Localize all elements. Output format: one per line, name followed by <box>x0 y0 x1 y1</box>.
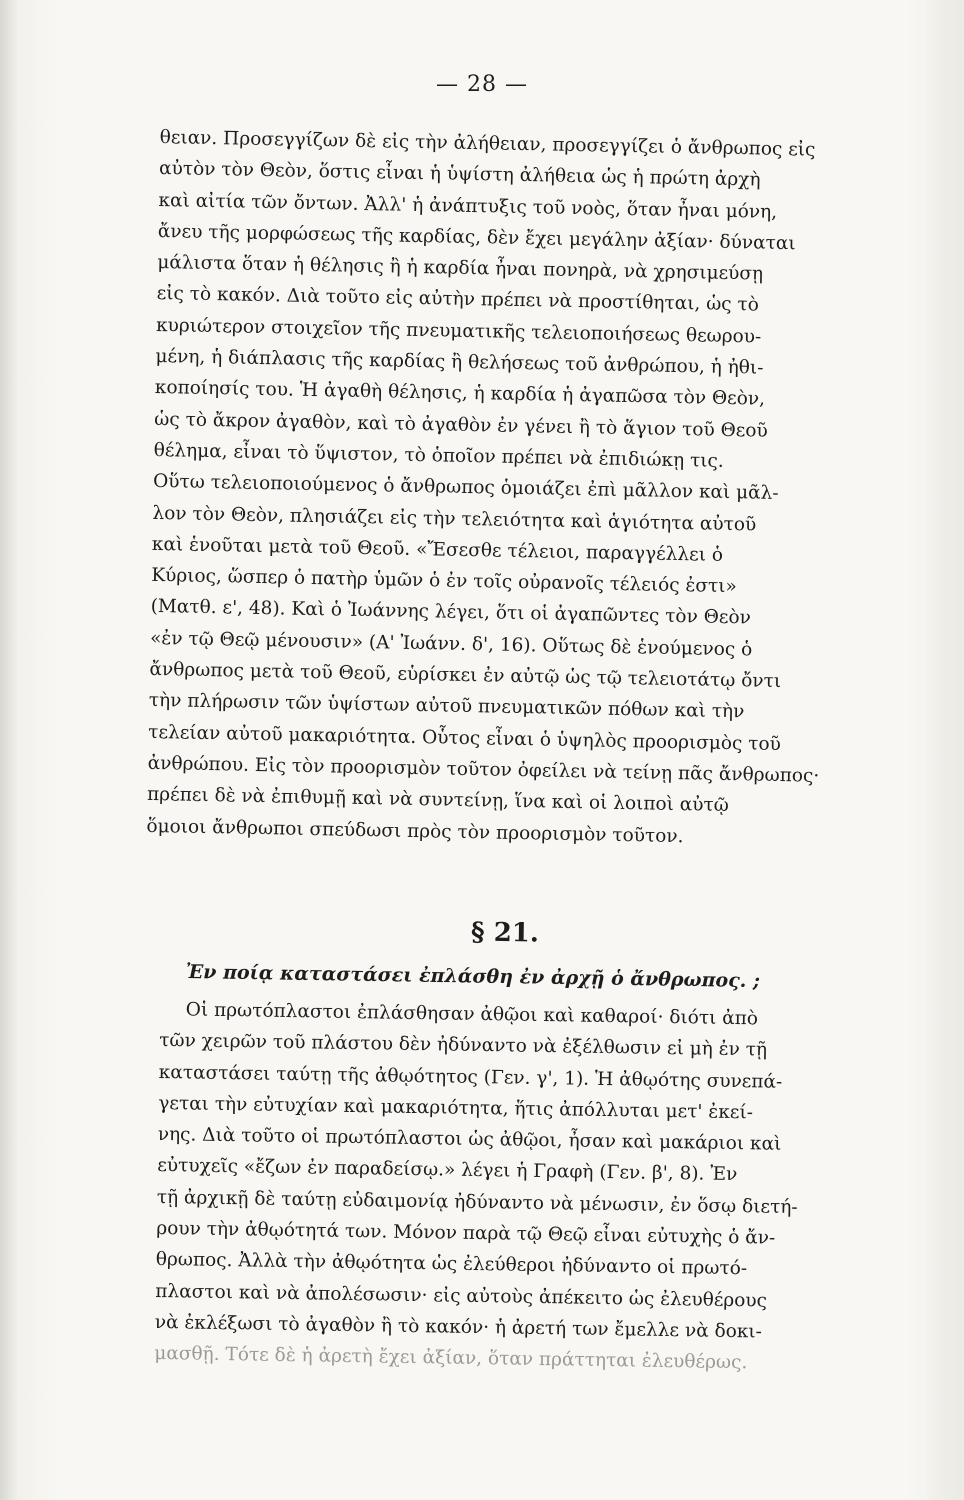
text-line: πλαστοι καὶ νὰ ἀπολέσωσιν· εἰς αὐτοὺς ἀπέκειτο ὡς ἐλευθέρους <box>155 1280 768 1312</box>
text-line: καὶ ἑνοῦται μετὰ τοῦ Θεοῦ. «Ἔσεσθε τέλειοι, παραγγέλλει ὁ <box>151 533 724 566</box>
text-line: ὡς τὸ ἄκρον ἀγαθὸν, καὶ τὸ ἀγαθὸν ἐν γένει ἢ τὸ ἅγιον τοῦ Θεοῦ <box>154 408 768 442</box>
text-line: πρέπει δὲ νὰ ἐπιθυμῇ καὶ νὰ συντείνῃ, ἵνα καὶ οἱ λοιποὶ αὐτῷ <box>146 784 729 817</box>
text-line: μασθῇ. Τότε δὲ ἡ ἀρετὴ ἔχει ἀξίαν, ὅταν πράττηται ἐλευθέρως. <box>154 1343 748 1374</box>
text-line: μένη, ἡ διάπλασις τῆς καρδίας ἢ θελήσεως τοῦ ἀνθρώπου, ἡ ἠθι- <box>155 346 764 379</box>
text-line: εὐτυχεῖς «ἔζων ἐν παραδείσῳ.» λέγει ἡ Γραφὴ (Γεν. β', 8). Ἐν <box>157 1155 738 1186</box>
text-line: τῶν χειρῶν τοῦ πλάστου δὲν ἠδύναντο νὰ ἐξέλθωσιν εἰ μὴ ἐν τῇ <box>159 1030 768 1061</box>
section-heading: Ἐν ποίᾳ καταστάσει ἐπλάσθη ἐν ἀρχῇ ὁ ἄνθρωπος. ; <box>185 961 761 993</box>
text-line: (Ματθ. ε', 48). Καὶ ὁ Ἰωάννης λέγει, ὅτι οἱ ἀγαπῶντες τὸν Θεὸν <box>150 596 751 629</box>
text-line: τῇ ἀρχικῇ δὲ ταύτῃ εὐδαιμονίᾳ ἠδύναντο νὰ μένωσιν, ἐν ὅσῳ διετή- <box>156 1186 798 1218</box>
text-line: Οὕτω τελειοποιούμενος ὁ ἄνθρωπος ὁμοιάζει ἐπὶ μᾶλλον καὶ μᾶλ- <box>152 471 779 505</box>
text-line: γεται τὴν εὐτυχίαν καὶ μακαριότητα, ἥτις ἀπόλλυται μετ' ἐκεί- <box>158 1092 754 1124</box>
text-line: αὐτὸν τὸν Θεὸν, ὅστις εἶναι ἡ ὑψίστη ἀλήθεια ὡς ἡ πρώτη ἀρχὴ <box>158 158 761 191</box>
text-line: κοποίησίς του. Ἡ ἀγαθὴ θέλησις, ἡ καρδία ἡ ἀγαπῶσα τὸν Θεὸν, <box>154 377 766 411</box>
text-line: εἰς τὸ κακόν. Διὰ τοῦτο εἰς αὐτὴν πρέπει νὰ προστίθηται, ὡς τὸ <box>156 283 760 317</box>
text-line: Κύριος, ὥσπερ ὁ πατὴρ ὑμῶν ὁ ἐν τοῖς οὐρανοῖς τέλειός ἐστι» <box>151 565 737 598</box>
text-line: Οἱ πρωτόπλαστοι ἐπλάσθησαν ἀθῷοι καὶ καθαροί· διότι ἀπὸ <box>185 999 759 1030</box>
text-line: θειαν. Προσεγγίζων δὲ εἰς τὴν ἀλήθειαν, προσεγγίζει ὁ ἄνθρωπος εἰς <box>159 126 816 161</box>
page-number: — 28 — <box>436 72 528 97</box>
paragraph-2 <box>154 994 850 1380</box>
text-line: μάλιστα ὅταν ἡ θέλησις ἢ ἡ καρδία ἦναι πονηρὰ, νὰ χρησιμεύσῃ <box>157 252 764 285</box>
text-line: λον τὸν Θεὸν, πλησιάζει εἰς τὴν τελειότητα καὶ ἁγιότητα αὐτοῦ <box>152 502 757 536</box>
text-line: κυριώτερον στοιχεῖον τῆς πνευματικῆς τελειοποιήσεως θεωρου- <box>155 314 762 348</box>
section-number: § 21. <box>470 917 540 949</box>
text-line: τελείαν αὐτοῦ μακαριότητα. Οὗτος εἶναι ὁ ὑψηλὸς προορισμὸς τοῦ <box>148 721 782 755</box>
text-line: θέλημα, εἶναι τὸ ὕψιστον, τὸ ὁποῖον πρέπει νὰ ἐπιδιώκῃ τις. <box>153 439 724 472</box>
text-line: νης. Διὰ τοῦτο οἱ πρωτόπλαστοι ὡς ἀθῷοι, ἦσαν καὶ μακάριοι καὶ <box>157 1124 782 1155</box>
binding-shadow <box>0 0 18 1500</box>
text-line: καταστάσει ταύτῃ τῆς ἀθῳότητος (Γεν. γ', 1). Ἡ ἀθῳότης συνεπά- <box>158 1061 783 1093</box>
text-line: ἄνευ τῆς μορφώσεως τῆς καρδίας, δὲν ἔχει μεγάλην ἀξίαν· δύναται <box>157 220 796 255</box>
text-line: ἄνθρωπος μετὰ τοῦ Θεοῦ, εὑρίσκει ἐν αὐτῷ ὡς τῷ τελειοτάτῳ ὄντι <box>149 658 782 693</box>
page-edge-shadow <box>924 0 964 1500</box>
text-line: ἀνθρώπου. Εἰς τὸν προορισμὸν τοῦτον ὀφείλει νὰ τείνῃ πᾶς ἄνθρωπος· <box>147 752 820 787</box>
text-line: θρωπος. Ἀλλὰ τὴν ἀθῳότητα ὡς ἐλεύθεροι ἠδύναντο οἱ πρωτό- <box>155 1249 748 1280</box>
text-line: καὶ αἰτία τῶν ὄντων. Ἀλλ' ἡ ἀνάπτυξις τοῦ νοὸς, ὅταν ἦναι μόνη, <box>158 189 778 223</box>
text-line: ρουν τὴν ἀθῳότητά των. Μόνον παρὰ τῷ Θεῷ εἶναι εὐτυχὴς ὁ ἄν- <box>156 1218 776 1249</box>
paragraph-1 <box>146 122 850 855</box>
text-line: νὰ ἐκλέξωσι τὸ ἀγαθὸν ἢ τὸ κακόν· ἡ ἀρετή των ἔμελλε νὰ δοκι- <box>154 1311 763 1343</box>
text-line: «ἐν τῷ Θεῷ μένουσιν» (Α' Ἰωάνν. δ', 16). Οὕτως δὲ ἑνούμενος ὁ <box>149 627 753 661</box>
text-line: τὴν πλήρωσιν τῶν ὑψίστων αὐτοῦ πνευματικῶν πόθων καὶ τὴν <box>148 690 745 723</box>
text-line: ὅμοιοι ἄνθρωποι σπεύδωσι πρὸς τὸν προορισμὸν τοῦτον. <box>146 815 684 847</box>
